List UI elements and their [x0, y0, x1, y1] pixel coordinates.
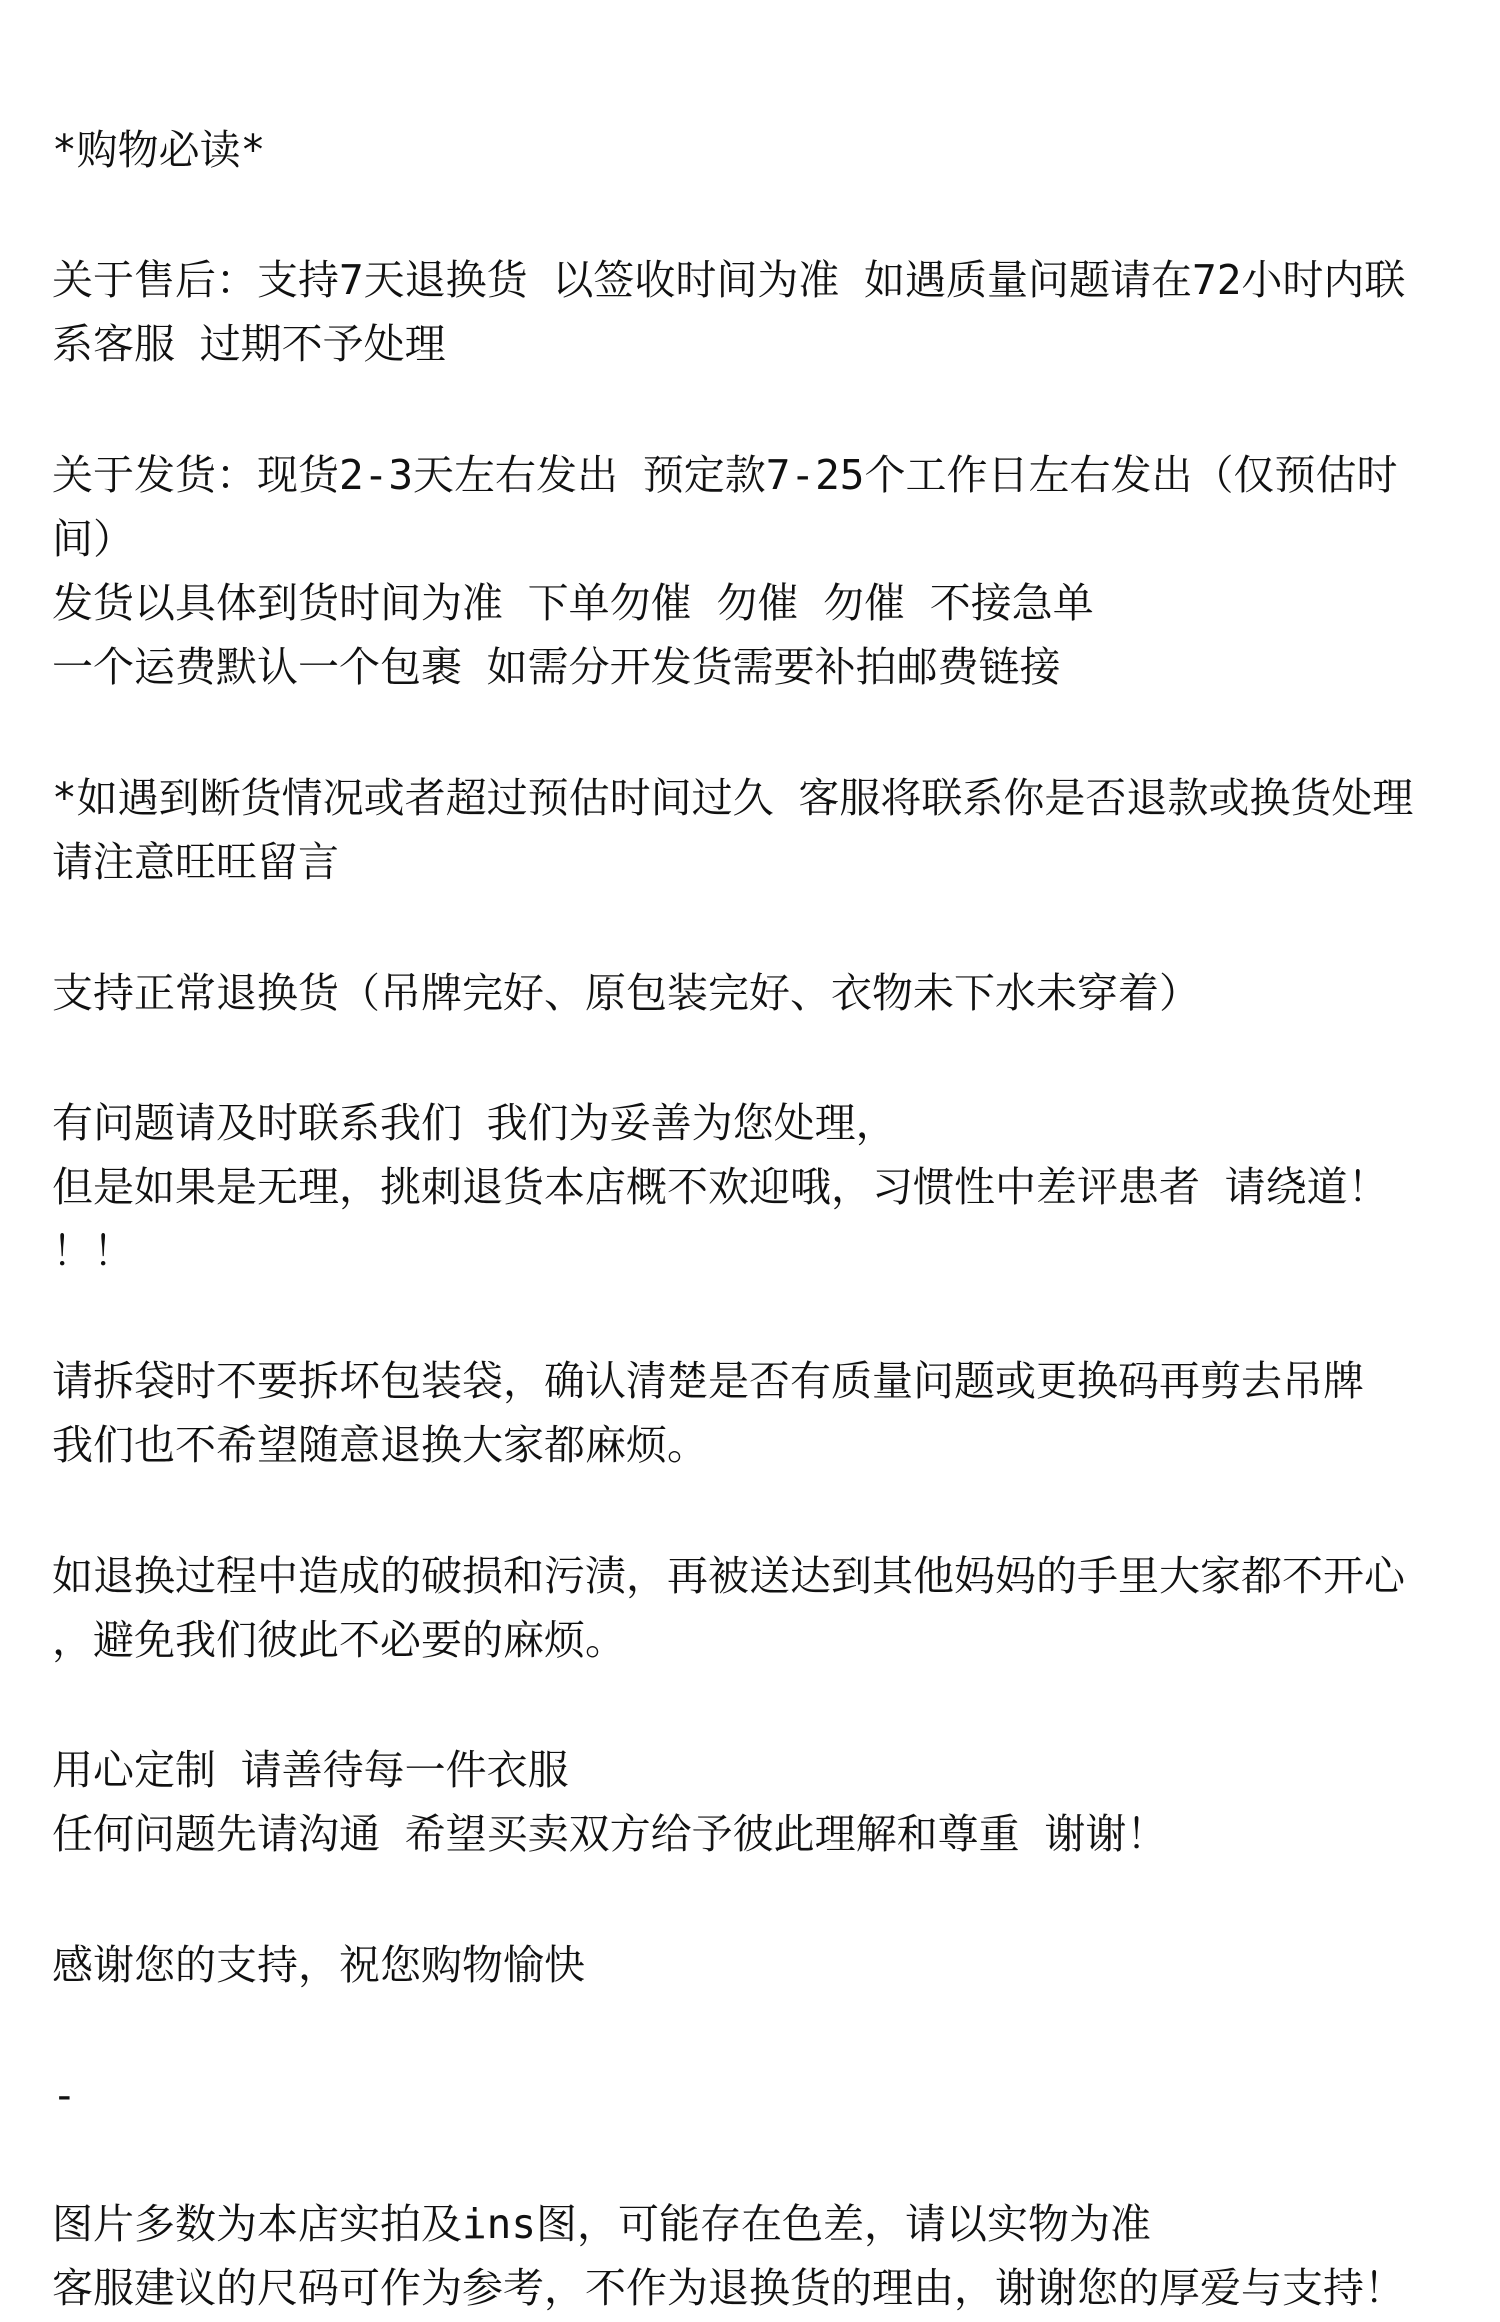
packaging-line-1: 请拆袋时不要拆坏包装袋，确认清楚是否有质量问题或更换码再剪去吊牌	[52, 1357, 1364, 1405]
separator-dash: -	[52, 2071, 77, 2119]
shipping-line-3: 发货以具体到货时间为准 下单勿催 勿催 勿催 不接急单	[52, 579, 1094, 627]
care-line-1: 用心定制 请善待每一件衣服	[52, 1746, 569, 1794]
thanks-line: 感谢您的支持，祝您购物愉快	[52, 1941, 585, 1989]
shipping-line-2: 间）	[52, 515, 134, 563]
contact-line-2: 但是如果是无理，挑刺退货本店概不欢迎哦，习惯性中差评患者 请绕道！	[52, 1163, 1389, 1211]
shipping-line-4: 一个运费默认一个包裹 如需分开发货需要补拍邮费链接	[52, 643, 1061, 691]
stockout-line-1: *如遇到断货情况或者超过预估时间过久 客服将联系你是否退款或换货处理	[52, 774, 1414, 822]
return-policy-line: 支持正常退换货（吊牌完好、原包装完好、衣物未下水未穿着）	[52, 969, 1200, 1017]
photo-note-line: 图片多数为本店实拍及ins图，可能存在色差，请以实物为准	[52, 2200, 1152, 2248]
contact-line-1: 有问题请及时联系我们 我们为妥善为您处理，	[52, 1099, 897, 1147]
care-line-2: 任何问题先请沟通 希望买卖双方给予彼此理解和尊重 谢谢！	[52, 1810, 1168, 1858]
after-sales-line-2: 系客服 过期不予处理	[52, 320, 446, 368]
stockout-line-2: 请注意旺旺留言	[52, 838, 339, 886]
damage-line-2: ，避免我们彼此不必要的麻烦。	[52, 1616, 626, 1664]
shipping-line-1: 关于发货：现货2-3天左右发出 预定款7-25个工作日左右发出（仅预估时	[52, 451, 1398, 499]
after-sales-line-1: 关于售后：支持7天退换货 以签收时间为准 如遇质量问题请在72小时内联	[52, 256, 1406, 304]
notice-title: *购物必读*	[52, 126, 266, 174]
damage-line-1: 如退换过程中造成的破损和污渍，再被送达到其他妈妈的手里大家都不开心	[52, 1552, 1405, 1600]
packaging-line-2: 我们也不希望随意退换大家都麻烦。	[52, 1421, 708, 1469]
size-note-line: 客服建议的尺码可作为参考，不作为退换货的理由，谢谢您的厚爱与支持！	[52, 2264, 1405, 2312]
contact-line-3: ！！	[52, 1227, 134, 1275]
